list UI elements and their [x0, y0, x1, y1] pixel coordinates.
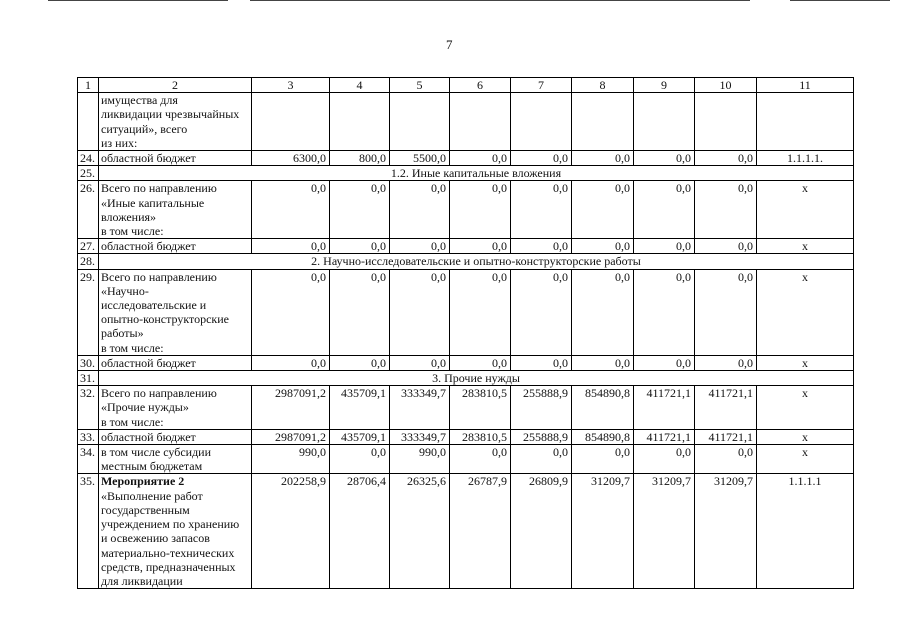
- amount-cell: 0,0: [450, 355, 511, 370]
- amount-cell: 28706,4: [330, 474, 390, 589]
- amount-cell: 0,0: [511, 445, 572, 474]
- amount-cell: 854890,8: [572, 429, 634, 444]
- column-number-10: 10: [695, 78, 757, 93]
- amount-cell: 0,0: [634, 269, 695, 355]
- row-number: 33.: [78, 429, 99, 444]
- amount-cell: 0,0: [695, 445, 757, 474]
- amount-cell: 800,0: [330, 151, 390, 166]
- indicator-code: x: [757, 269, 854, 355]
- amount-cell: [390, 93, 450, 151]
- amount-cell: 0,0: [634, 445, 695, 474]
- table-row: [78, 269, 854, 355]
- amount-cell: 0,0: [511, 239, 572, 254]
- row-number: 27.: [78, 239, 99, 254]
- section-row: [78, 371, 854, 386]
- page-number: 7: [446, 37, 453, 52]
- amount-cell: 0,0: [695, 239, 757, 254]
- column-number-7: 7: [511, 78, 572, 93]
- amount-cell: 0,0: [252, 269, 330, 355]
- column-number-4: 4: [330, 78, 390, 93]
- row-number: 24.: [78, 151, 99, 166]
- amount-cell: 6300,0: [252, 151, 330, 166]
- amount-cell: 333349,7: [390, 429, 450, 444]
- row-name: в том числе субсидии местным бюджетам: [99, 445, 252, 474]
- table-row: [78, 429, 854, 444]
- amount-cell: 0,0: [450, 445, 511, 474]
- continued-row: [78, 93, 854, 151]
- amount-cell: 0,0: [634, 151, 695, 166]
- amount-cell: 0,0: [634, 181, 695, 239]
- amount-cell: [572, 93, 634, 151]
- row-name: имущества для ликвидации чрезвычайных ситуаций», всего из них:: [99, 93, 252, 151]
- amount-cell: 0,0: [450, 181, 511, 239]
- amount-cell: 0,0: [572, 445, 634, 474]
- amount-cell: 0,0: [511, 181, 572, 239]
- amount-cell: 0,0: [695, 151, 757, 166]
- indicator-code: 1.1.1.1.: [757, 151, 854, 166]
- amount-cell: 0,0: [390, 269, 450, 355]
- row-name: Всего по направлению «Научно- исследовательские и опытно-конструкторские работы» в том числе:: [99, 269, 252, 355]
- amount-cell: 0,0: [572, 269, 634, 355]
- amount-cell: 31209,7: [634, 474, 695, 589]
- amount-cell: 0,0: [511, 355, 572, 370]
- table-row: [78, 151, 854, 166]
- row-number: 35.: [78, 474, 99, 589]
- amount-cell: 0,0: [330, 181, 390, 239]
- amount-cell: 31209,7: [572, 474, 634, 589]
- amount-cell: 255888,9: [511, 386, 572, 430]
- indicator-code: x: [757, 239, 854, 254]
- amount-cell: 0,0: [511, 269, 572, 355]
- amount-cell: 2987091,2: [252, 429, 330, 444]
- column-number-3: 3: [252, 78, 330, 93]
- row-number: 29.: [78, 269, 99, 355]
- amount-cell: 0,0: [695, 355, 757, 370]
- amount-cell: 0,0: [252, 355, 330, 370]
- amount-cell: [450, 93, 511, 151]
- amount-cell: 0,0: [511, 151, 572, 166]
- section-title: 2. Научно-исследовательские и опытно-конструкторские работы: [99, 254, 854, 269]
- amount-cell: 0,0: [390, 181, 450, 239]
- amount-cell: 0,0: [390, 239, 450, 254]
- row-name: областной бюджет: [99, 151, 252, 166]
- amount-cell: 2987091,2: [252, 386, 330, 430]
- amount-cell: 0,0: [450, 239, 511, 254]
- row-number: 31.: [78, 371, 99, 386]
- table-row: [78, 181, 854, 239]
- amount-cell: 202258,9: [252, 474, 330, 589]
- amount-cell: 0,0: [695, 269, 757, 355]
- table-row: [78, 239, 854, 254]
- indicator-code: x: [757, 429, 854, 444]
- row-number: [78, 93, 99, 151]
- row-name: Всего по направлению «Иные капитальные вложения» в том числе:: [99, 181, 252, 239]
- amount-cell: 0,0: [450, 151, 511, 166]
- row-name: областной бюджет: [99, 355, 252, 370]
- section-row: [78, 254, 854, 269]
- column-number-9: 9: [634, 78, 695, 93]
- amount-cell: 0,0: [252, 181, 330, 239]
- amount-cell: 0,0: [572, 181, 634, 239]
- amount-cell: 411721,1: [634, 429, 695, 444]
- row-number: 30.: [78, 355, 99, 370]
- amount-cell: 0,0: [572, 151, 634, 166]
- column-number-2: 2: [99, 78, 252, 93]
- section-title: 1.2. Иные капитальные вложения: [99, 166, 854, 181]
- amount-cell: [695, 93, 757, 151]
- indicator-code: [757, 93, 854, 151]
- amount-cell: 0,0: [330, 269, 390, 355]
- row-number: 26.: [78, 181, 99, 239]
- amount-cell: 411721,1: [695, 386, 757, 430]
- column-number-1: 1: [78, 78, 99, 93]
- column-number-8: 8: [572, 78, 634, 93]
- amount-cell: [511, 93, 572, 151]
- amount-cell: 0,0: [634, 239, 695, 254]
- amount-cell: 26787,9: [450, 474, 511, 589]
- row-number: 34.: [78, 445, 99, 474]
- amount-cell: [330, 93, 390, 151]
- amount-cell: 283810,5: [450, 429, 511, 444]
- amount-cell: 435709,1: [330, 386, 390, 430]
- section-row: [78, 166, 854, 181]
- table-row: [78, 386, 854, 430]
- amount-cell: [252, 93, 330, 151]
- column-number-5: 5: [390, 78, 450, 93]
- scan-top-edge-line: [250, 0, 750, 1]
- amount-cell: 411721,1: [634, 386, 695, 430]
- amount-cell: 0,0: [330, 355, 390, 370]
- amount-cell: 0,0: [390, 355, 450, 370]
- row-number: 28.: [78, 254, 99, 269]
- row-name: областной бюджет: [99, 429, 252, 444]
- scan-top-edge-line: [48, 0, 228, 1]
- amount-cell: 0,0: [252, 239, 330, 254]
- amount-cell: 0,0: [572, 239, 634, 254]
- indicator-code: x: [757, 386, 854, 430]
- table-row: [78, 355, 854, 370]
- amount-cell: 0,0: [634, 355, 695, 370]
- amount-cell: 411721,1: [695, 429, 757, 444]
- row-name: Всего по направлению «Прочие нужды» в том числе:: [99, 386, 252, 430]
- column-number-6: 6: [450, 78, 511, 93]
- indicator-code: x: [757, 355, 854, 370]
- indicator-code: 1.1.1.1: [757, 474, 854, 589]
- indicator-code: x: [757, 181, 854, 239]
- amount-cell: 435709,1: [330, 429, 390, 444]
- amount-cell: 990,0: [252, 445, 330, 474]
- row-name: областной бюджет: [99, 239, 252, 254]
- amount-cell: 31209,7: [695, 474, 757, 589]
- amount-cell: 26325,6: [390, 474, 450, 589]
- section-title: 3. Прочие нужды: [99, 371, 854, 386]
- amount-cell: 0,0: [450, 269, 511, 355]
- column-number-header-row: [78, 78, 854, 93]
- amount-cell: 283810,5: [450, 386, 511, 430]
- amount-cell: 0,0: [330, 445, 390, 474]
- amount-cell: 5500,0: [390, 151, 450, 166]
- amount-cell: 26809,9: [511, 474, 572, 589]
- budget-table: [77, 77, 854, 589]
- amount-cell: 333349,7: [390, 386, 450, 430]
- amount-cell: 255888,9: [511, 429, 572, 444]
- table-row: [78, 474, 854, 589]
- row-number: 25.: [78, 166, 99, 181]
- row-number: 32.: [78, 386, 99, 430]
- amount-cell: [634, 93, 695, 151]
- indicator-code: x: [757, 445, 854, 474]
- amount-cell: 990,0: [390, 445, 450, 474]
- column-number-11: 11: [757, 78, 854, 93]
- table-row: [78, 445, 854, 474]
- amount-cell: 0,0: [572, 355, 634, 370]
- amount-cell: 854890,8: [572, 386, 634, 430]
- row-name: Мероприятие 2 «Выполнение работ государственным учреждением по хранению и освежению запасов материально-технических средств, предназначенных для ликвидации: [99, 474, 252, 589]
- amount-cell: 0,0: [695, 181, 757, 239]
- scan-top-edge-line: [790, 0, 890, 1]
- amount-cell: 0,0: [330, 239, 390, 254]
